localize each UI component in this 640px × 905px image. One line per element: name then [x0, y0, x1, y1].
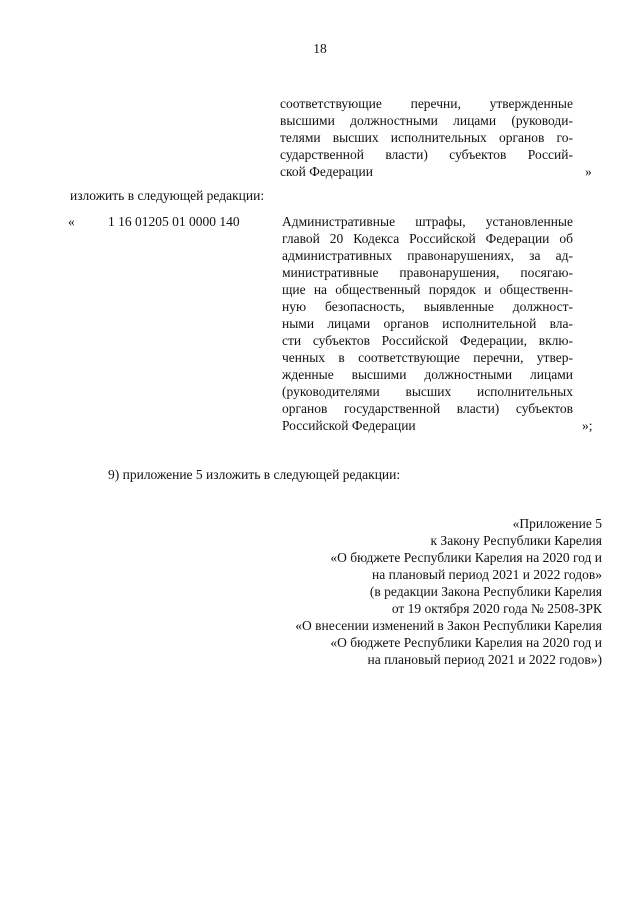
page-number: 18: [313, 41, 327, 56]
text-line: соответствующие перечни, утвержденные: [280, 96, 573, 111]
closing-quote: »: [585, 164, 592, 179]
budget-code: 1 16 01205 01 0000 140: [108, 214, 240, 229]
text-line: главой 20 Кодекса Российской Федерации об: [282, 231, 573, 246]
opening-quote: «: [68, 214, 75, 229]
appendix-line: «О бюджете Республики Карелия на 2020 год и: [330, 635, 602, 650]
appendix-line: к Закону Республики Карелия: [430, 533, 602, 548]
appendix-line: «О бюджете Республики Карелия на 2020 год и: [330, 550, 602, 565]
appendix-line: «О внесении изменений в Закон Республики Карелия: [295, 618, 602, 633]
appendix-line: от 19 октября 2020 года № 2508-ЗРК: [391, 601, 602, 616]
text-line: органов государственной власти) субъектов: [282, 401, 573, 416]
text-line: высшими должностными лицами (руководи-: [280, 113, 573, 128]
text-line: ную безопасность, выявленные должност-: [282, 299, 573, 314]
appendix-header: [202, 515, 602, 668]
first-text-block: [280, 95, 573, 180]
text-line: Административные штрафы, установленные: [282, 214, 573, 229]
entry-text-block: [282, 213, 573, 434]
appendix-line: на плановый период 2021 и 2022 годов»: [371, 567, 602, 582]
appendix-line: на плановый период 2021 и 2022 годов»): [367, 652, 602, 667]
intro-line: изложить в следующей редакции:: [70, 188, 265, 203]
text-line: министративные правонарушения, посягаю-: [282, 265, 573, 280]
text-line: сти субъектов Российской Федерации, вклю-: [282, 333, 573, 348]
appendix-line: «Приложение 5: [512, 516, 602, 531]
text-line: Российской Федерации: [282, 418, 416, 433]
text-line: (руководителями высших исполнительных: [282, 384, 573, 399]
text-line: телями высших исполнительных органов го-: [280, 130, 573, 145]
text-line: жденные высшими должностными лицами: [282, 367, 573, 382]
text-line: ченных в соответствующие перечни, утвер-: [282, 350, 573, 365]
text-line: сударственной власти) субъектов Россий-: [280, 147, 573, 162]
appendix-line: (в редакции Закона Республики Карелия: [369, 584, 602, 599]
item-9: 9) приложение 5 изложить в следующей редакции:: [108, 467, 401, 482]
entry-closing: »;: [582, 418, 593, 433]
text-line: ской Федерации: [280, 164, 373, 179]
text-line: ными лицами органов исполнительной вла-: [282, 316, 573, 331]
text-line: щие на общественный порядок и общественн-: [282, 282, 573, 297]
text-line: административных правонарушениях, за ад-: [282, 248, 573, 263]
